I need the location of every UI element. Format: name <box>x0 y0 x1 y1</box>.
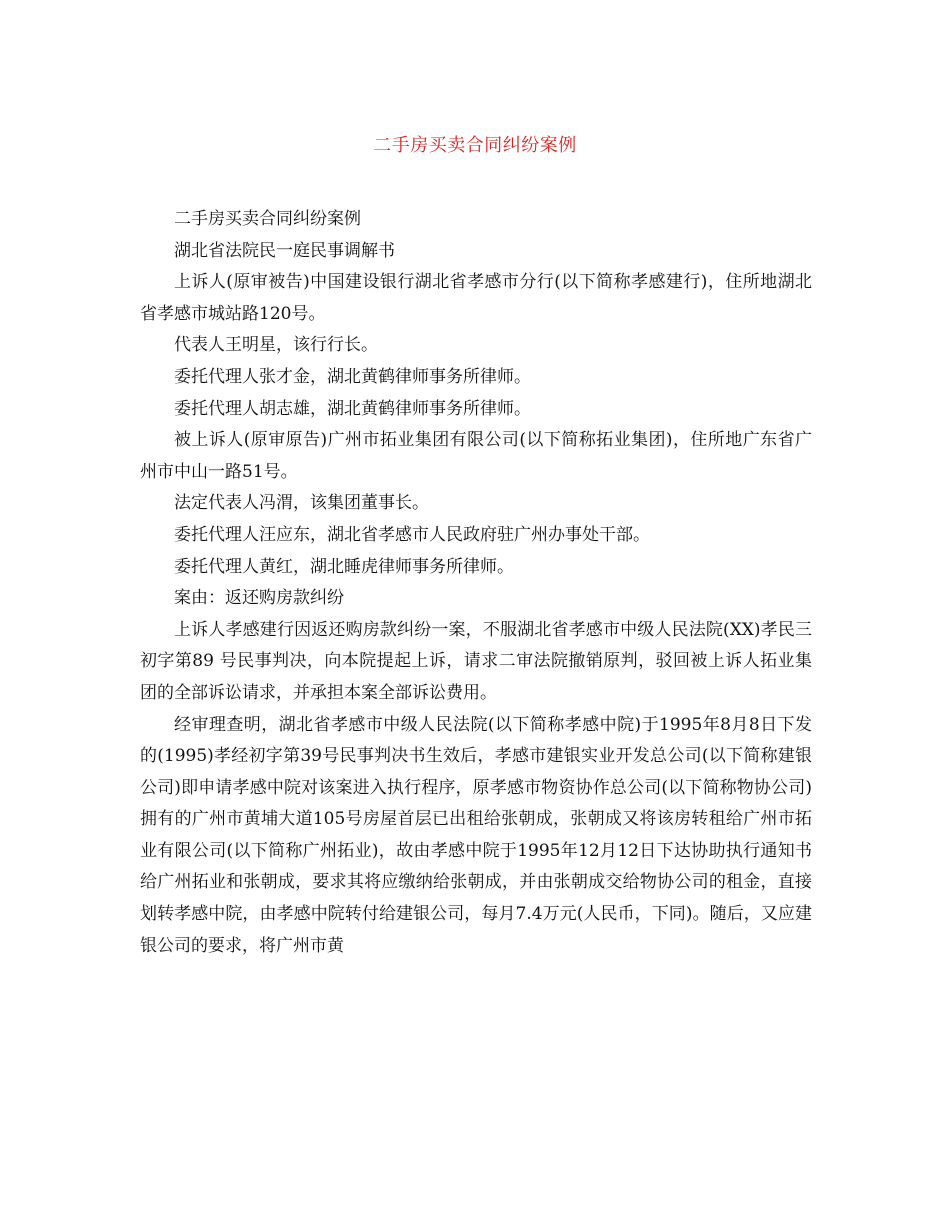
paragraph-appellee-agent-2: 委托代理人黄红，湖北睡虎律师事务所律师。 <box>174 556 514 577</box>
document-title: 二手房买卖合同纠纷案例 <box>373 135 577 156</box>
paragraph-court-heading: 湖北省法院民一庭民事调解书 <box>174 240 395 261</box>
paragraph-case-cause: 案由：返还购房款纠纷 <box>174 588 344 609</box>
document-body <box>140 204 812 962</box>
paragraph-appellee: 被上诉人(原审原告)广州市拓业集团有限公司(以下简称拓业集团)，住所地广东省广州市中山一路51号。 <box>140 430 812 482</box>
paragraph-appellee-representative: 法定代表人冯渭，该集团董事长。 <box>174 493 429 514</box>
paragraph-appellant: 上诉人(原审被告)中国建设银行湖北省孝感市分行(以下简称孝感建行)，住所地湖北省孝感市城站路120号。 <box>140 272 812 324</box>
paragraph-appellant-agent-2: 委托代理人胡志雄，湖北黄鹤律师事务所律师。 <box>174 398 531 419</box>
paragraph-findings: 经审理查明，湖北省孝感市中级人民法院(以下简称孝感中院)于1995年8月8日下发的(1995)孝经初字第39号民事判决书生效后，孝感市建银实业开发总公司(以下简称建银公司)即申请孝感中院对该案进入执行程序，原孝感市物资协作总公司(以下简称物协公司)拥有的广州市黄埔大道105号房屋首层已出租给张朝成，张朝成又将该房转租给广州市拓业有限公司(以下简称广州拓业)，故由孝感中院于1995年12月12日下达协助执行通知书给广州拓业和张朝成，要求其将应缴纳给张朝成，并由张朝成交给物协公司的租金，直接划转孝感中院，由孝感中院转付给建银公司，每月7.4万元(人民币，下同)。随后，又应建银公司的要求，将广州市黄 <box>140 714 812 956</box>
paragraph-appellant-agent-1: 委托代理人张才金，湖北黄鹤律师事务所律师。 <box>174 366 531 387</box>
paragraph-subtitle: 二手房买卖合同纠纷案例 <box>174 209 361 229</box>
paragraph-appellee-agent-1: 委托代理人汪应东，湖北省孝感市人民政府驻广州办事处干部。 <box>174 524 650 545</box>
paragraph-appellant-representative: 代表人王明星，该行行长。 <box>174 335 378 356</box>
paragraph-appeal: 上诉人孝感建行因返还购房款纠纷一案，不服湖北省孝感市中级人民法院(XX)孝民三初字第89 号民事判决，向本院提起上诉，请求二审法院撤销原判，驳回被上诉人拓业集团的全部诉讼请求，并承担本案全部诉讼费用。 <box>140 619 812 703</box>
